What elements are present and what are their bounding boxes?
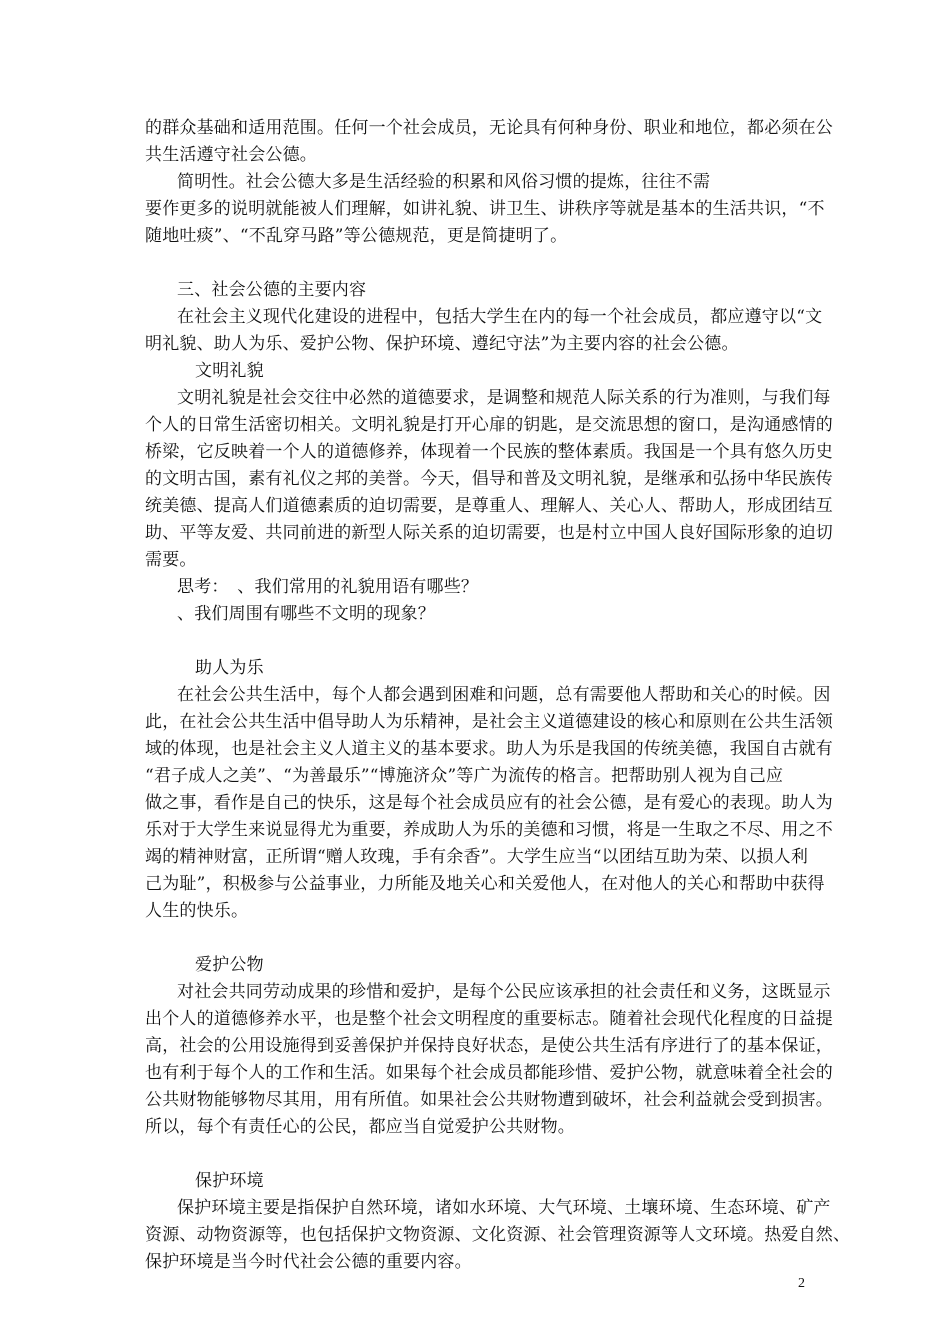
body-text-line: 所以，每个有责任心的公民，都应当自觉爱护公共财物。	[145, 1117, 575, 1137]
body-text-line: 竭的精神财富，正所谓“赠人玫瑰，手有余香”。大学生应当“以团结互助为荣、以损人利	[145, 847, 809, 867]
body-text-line: 保护环境是当今时代社会公德的重要内容。	[145, 1252, 472, 1272]
page-number: 2	[798, 1276, 805, 1291]
body-text-line: 文明礼貌是社会交往中必然的道德要求，是调整和规范人际关系的行为准则，与我们每	[177, 388, 831, 408]
subsection-heading: 文明礼貌	[195, 361, 264, 381]
body-text-line: “君子成人之美”、“为善最乐”“博施济众”等广为流传的格言。把帮助别人视为自己应	[145, 766, 784, 786]
body-text-line: 域的体现，也是社会主义人道主义的基本要求。助人为乐是我国的传统美德，我国自古就有	[145, 739, 833, 759]
body-text-line: 在社会公共生活中，每个人都会遇到困难和问题，总有需要他人帮助和关心的时候。因	[177, 685, 831, 705]
body-text-line: 明礼貌、助人为乐、爱护公物、保护环境、遵纪守法”为主要内容的社会公德。	[145, 334, 739, 354]
body-text-line: 的文明古国，素有礼仪之邦的美誉。今天，倡导和普及文明礼貌，是继承和弘扬中华民族传	[145, 469, 833, 489]
body-text-line: 桥梁，它反映着一个人的道德修养，体现着一个民族的整体素质。我国是一个具有悠久历史	[145, 442, 833, 462]
body-text-line: 人生的快乐。	[145, 901, 249, 921]
body-text-line: 助、平等友爱、共同前进的新型人际关系的迫切需要，也是村立中国人良好国际形象的迫切	[145, 523, 833, 543]
body-text-line: 个人的日常生活密切相关。文明礼貌是打开心扉的钥匙，是交流思想的窗口，是沟通感情的	[145, 415, 833, 435]
body-text-line: 需要。	[145, 550, 197, 570]
subsection-heading: 助人为乐	[195, 658, 264, 678]
body-text-line: 的群众基础和适用范围。任何一个社会成员，无论具有何种身份、职业和地位，都必须在公	[145, 118, 833, 138]
subsection-heading: 爱护公物	[195, 955, 264, 975]
body-text-line: 统美德、提高人们道德素质的迫切需要，是尊重人、理解人、关心人、帮助人，形成团结互	[145, 496, 833, 516]
body-text-line: 己为耻”，积极参与公益事业，力所能及地关心和关爱他人，在对他人的关心和帮助中获得	[145, 874, 825, 894]
body-text-line: 公共财物能够物尽其用，用有所值。如果社会公共财物遭到破坏，社会利益就会受到损害。	[145, 1090, 833, 1110]
subsection-heading: 保护环境	[195, 1171, 264, 1191]
section-heading: 三、社会公德的主要内容	[177, 280, 367, 300]
think-question: 思考： 、我们常用的礼貌用语有哪些？	[177, 577, 479, 597]
body-text-line: 对社会共同劳动成果的珍惜和爱护，是每个公民应该承担的社会责任和义务，这既显示	[177, 982, 831, 1002]
body-text-line: 高，社会的公用设施得到妥善保护并保持良好状态，是使公共生活有序进行了的基本保证，	[145, 1036, 833, 1056]
body-text-line: 保护环境主要是指保护自然环境，诸如水环境、大气环境、土壤环境、生态环境、矿产	[177, 1198, 831, 1218]
body-text-line: 简明性。社会公德大多是生活经验的积累和风俗习惯的提炼，往往不需	[177, 172, 711, 192]
body-text-line: 此，在社会公共生活中倡导助人为乐精神，是社会主义道德建设的核心和原则在公共生活领	[145, 712, 833, 732]
body-text-line: 资源、动物资源等，也包括保护文物资源、文化资源、社会管理资源等人文环境。热爱自然、	[145, 1225, 851, 1245]
body-text-line: 要作更多的说明就能被人们理解，如讲礼貌、讲卫生、讲秩序等就是基本的生活共识，“不	[145, 199, 825, 219]
body-text-line: 随地吐痰”、“不乱穿马路”等公德规范，更是简捷明了。	[145, 226, 568, 246]
body-text-line: 共生活遵守社会公德。	[145, 145, 317, 165]
body-text-line: 乐对于大学生来说显得尤为重要，养成助人为乐的美德和习惯，将是一生取之不尽、用之不	[145, 820, 833, 840]
think-question: 、我们周围有哪些不文明的现象？	[177, 604, 435, 624]
body-text-line: 在社会主义现代化建设的进程中，包括大学生在内的每一个社会成员，都应遵守以“文	[177, 307, 823, 327]
body-text-line: 也有利于每个人的工作和生活。如果每个社会成员都能珍惜、爱护公物，就意味着全社会的	[145, 1063, 833, 1083]
body-text-line: 出个人的道德修养水平，也是整个社会文明程度的重要标志。随着社会现代化程度的日益提	[145, 1009, 833, 1029]
body-text-line: 做之事，看作是自己的快乐，这是每个社会成员应有的社会公德，是有爱心的表现。助人为	[145, 793, 833, 813]
